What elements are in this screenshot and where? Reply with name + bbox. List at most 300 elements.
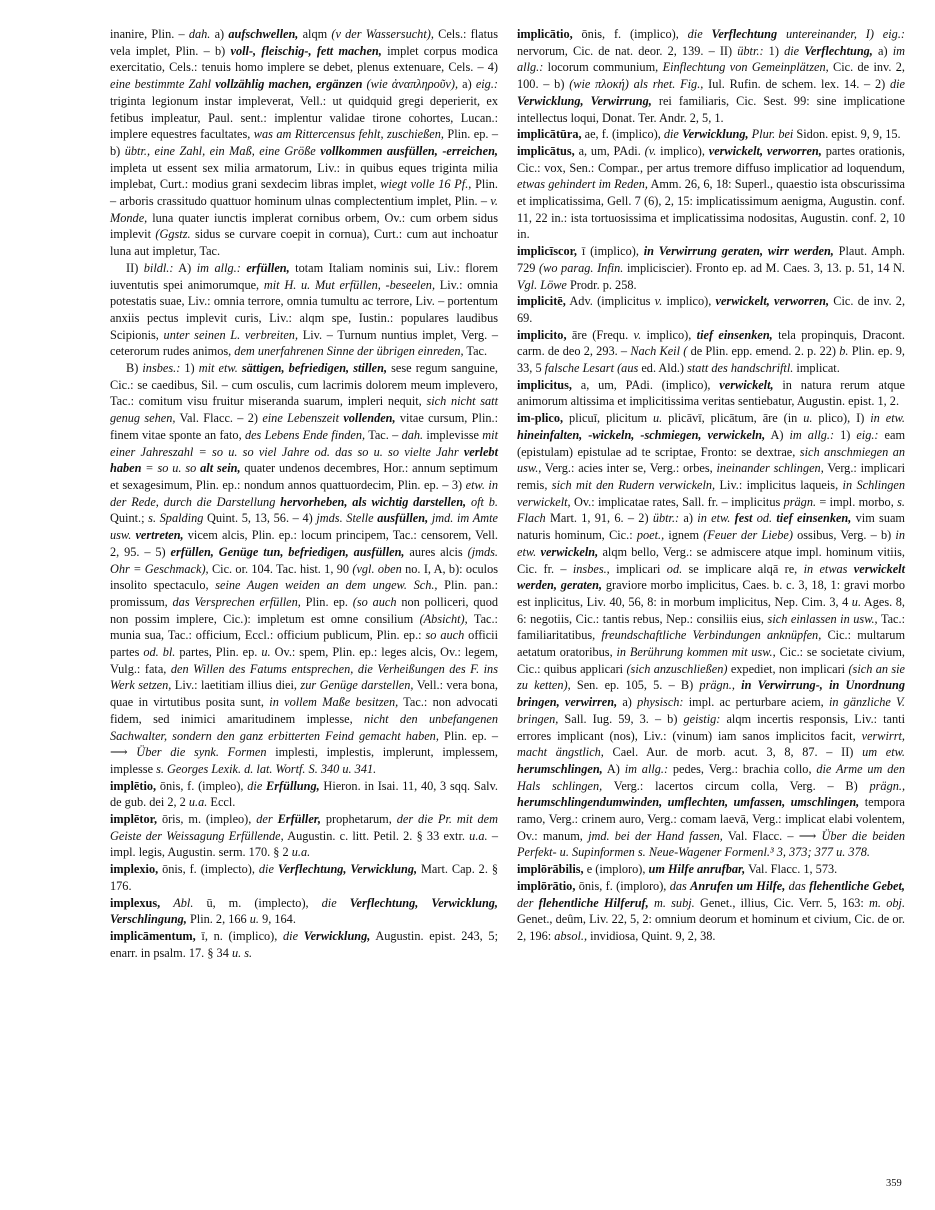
entry-text: Genet., deûm, Liv. 22, 5, 2: omnium deorum et hominum et civium, Cic. de or. 2, 196: (517, 912, 905, 943)
dictionary-entry (517, 327, 905, 377)
dictionary-entry (110, 360, 498, 778)
entry-text: physisch: (637, 695, 684, 710)
entry-text: plico), I) (812, 411, 871, 426)
entry-text: ōris, m. (impleo), (157, 812, 257, 827)
entry-text: so auch (425, 628, 465, 643)
entry-text: – impl. legis, Augustin. serm. 170. § 2 (110, 828, 498, 860)
entry-translation: ausfüllen, (377, 511, 429, 526)
entry-text: (sich anzuschließen) (626, 661, 728, 676)
entry-text: v. Monde, (110, 194, 498, 225)
entry-text: a, um, PAdi. (implico), (572, 377, 720, 392)
entry-text: verwirrt, macht ängstlich, (517, 728, 905, 760)
entry-text: m. obj. (869, 895, 906, 910)
entry-text: implico), (656, 143, 709, 158)
entry-text (703, 27, 712, 41)
entry-text: prophetarum, (321, 812, 397, 827)
entry-headword: implōrābilis, (517, 862, 584, 877)
entry-text: Quint. 5, 13, 56. – 4) (203, 511, 317, 526)
entry-text: insbes.: (142, 361, 181, 376)
dictionary-entry (517, 243, 905, 293)
entry-text: mit einer Jahreszahl = so u. so viel Jahre od. das so u. so vielte Jahr (110, 427, 499, 459)
entry-text: jmds. Stelle (316, 511, 374, 526)
entry-text: (jmds. Ohr = Geschmack), (110, 544, 498, 576)
entry-text: in etw. (870, 411, 905, 426)
entry-text: Tac. (463, 344, 488, 359)
entry-translation: Erfüllung, (266, 778, 320, 793)
entry-text (337, 896, 350, 910)
entry-headword: implicātūra, (517, 127, 582, 142)
entry-text (777, 27, 786, 41)
entry-text: jmd. im Amte usw. (110, 511, 498, 543)
entry-text: e (imploro), (583, 862, 649, 877)
entry-text: übtr., eine Zahl, ein Maß, eine Größe (124, 143, 316, 158)
entry-text: vitae cursum, Plin.: finem vitae sponte an fato, (110, 411, 498, 442)
entry-text: implevisse (423, 427, 483, 442)
entry-text: tela propinquis, Dracont. carm. de deo 2, 293. – (517, 327, 906, 359)
entry-text: Cic. de inv. 2, 69. (517, 294, 906, 325)
entry-text: (Feuer der Liebe) (703, 528, 793, 543)
entry-text: Plin. – arboris crassitudo quattuor hominum ulnas complectentium implet, Plin. – (110, 177, 498, 209)
entry-text: B) (126, 361, 143, 376)
entry-text: od. (756, 511, 773, 526)
entry-translation: erfüllen, Genüge tun, befriedigen, ausfüllen, (170, 544, 405, 559)
entry-text: (wie ἀναπληροῦν), (366, 77, 459, 92)
entry-text: das Versprechen erfüllen, (172, 594, 301, 609)
entry-translation: in Verwirrung-, in Unordnung bringen, verwirren, (517, 678, 905, 710)
entry-text: A) (765, 427, 790, 442)
entry-text: im allg.: (624, 761, 669, 776)
entry-text: u. (249, 912, 259, 927)
entry-text: wiegt volle 16 Pf., (380, 177, 472, 192)
entry-text: Adv. (implicitus (565, 294, 655, 309)
entry-text: s. Flach (517, 494, 905, 526)
entry-translation: Verwicklung, (681, 127, 749, 142)
entry-text: Plin. ep. (300, 594, 353, 609)
entry-text: m. subj. (653, 895, 695, 910)
entry-text: geistig: (683, 711, 721, 726)
entry-text: A) (602, 761, 625, 776)
entry-translation: erfüllen, (246, 260, 290, 275)
entry-text: ōnis, f. (impleo), (156, 778, 248, 793)
entry-text: impliciscier). Fronto ep. ad M. Caes. 3, 13. p. 51, 14 N. (623, 260, 905, 275)
entry-text: Mart. Cap. 2. § 176. (110, 862, 498, 893)
entry-translation: vollkommen ausfüllen, -erreichen, (320, 143, 498, 158)
entry-text: sese regum sanguine, Cic.: se caedibus, Sil. – cum osculis, cum lacrimis dolorem meum implevero, Tac.: comitum visu fruitur miseranda suarum, impleri nequit, (110, 361, 498, 409)
entry-text: v. (654, 294, 663, 309)
entry-text: die (889, 77, 905, 92)
entry-text: āre (Frequ. (566, 327, 634, 342)
entry-headword: implicāmentum, (110, 928, 196, 943)
entry-text: (v der Wassersucht), (331, 27, 434, 41)
entry-text: ae, f. (implico), (581, 127, 664, 142)
entry-text: triginta legionum instar impleverat, Vell.: ut quidquid gregi deperierit, ex fetibus impleatur, Paul. sent.: implentur validae tirone cohortes, Lucan.: implere equestres facultates, (110, 93, 498, 142)
entry-text: dah. (188, 27, 211, 41)
entry-translation: sättigen, befriedigen, stillen, (241, 361, 388, 376)
entry-text: in etw. (517, 528, 905, 559)
entry-text: no. I, A, b): oculos insolito spectaculo, (110, 561, 499, 593)
entry-text: jmd. bei der Hand fassen, (588, 828, 723, 843)
entry-text: um etw. (862, 745, 905, 760)
entry-text: den Willen des Fatums entsprechen, die Verheißungen des F. ins Werk setzen, (110, 661, 498, 693)
entry-text: a, um, PAdi. (574, 143, 645, 158)
entry-text: ed. Ald.) (638, 361, 688, 376)
entry-text: die (258, 862, 274, 877)
entry-text: alqm bello, Verg.: se admiscere atque impl. hominum vitiis, Cic. fr. – (517, 544, 905, 576)
entry-text: expediet, non implicari (727, 661, 849, 676)
entry-text: Quint.; (110, 511, 149, 526)
entry-text: im allg.: (517, 43, 905, 75)
entry-headword: im-plico, (517, 411, 564, 426)
entry-text: inanire, Plin. – (110, 27, 189, 41)
entry-text: Vgl. Löwe (517, 277, 567, 292)
entry-text: (vgl. oben (352, 561, 402, 576)
entry-translation: Erfüller, (277, 812, 321, 827)
entry-text: (v. (644, 143, 657, 158)
entry-text: die (687, 27, 703, 41)
entry-text: od. bl. (143, 645, 176, 660)
entry-text: II) (126, 260, 144, 275)
entry-headword: implexio, (110, 862, 159, 877)
entry-text: ossibus, Verg. – b) (792, 528, 896, 543)
entry-translation: verwickelt, (719, 377, 774, 392)
entry-text: Sen. ep. 105, 5. – B) (570, 678, 700, 693)
entry-text: nervorum, Cic. de nat. deor. 2, 139. – II) (517, 43, 738, 58)
entry-text: tempora ramo, Verg.: crinem auro, Verg.: comam laevā, Verg.: implicat elabi volentem, Ov.: manum, (517, 795, 905, 843)
entry-text: ū, m. (implecto), (193, 895, 322, 910)
entry-text: eam (epistulam) epistulae ad te scriptae, Fronto: se dextrae, (517, 427, 906, 459)
entry-text: eig.: (475, 77, 499, 92)
entry-text: u.a. (469, 828, 488, 843)
entry-text: übtr.: (737, 43, 764, 58)
entry-text: prägn., (699, 678, 735, 693)
entry-text: in Schlingen verwickelt, (517, 477, 905, 509)
entry-text: (wo parag. Infin. (539, 260, 624, 275)
entry-translation: verwickelt, verworren, (715, 294, 830, 309)
entry-text: implesti, implestis, implerunt, implessem, implesse (110, 745, 498, 776)
entry-text: die (784, 43, 800, 58)
entry-text: etwas gehindert im Reden, (517, 177, 648, 192)
entry-translation: Verwicklung, (303, 928, 371, 943)
entry-text: od. (666, 561, 683, 576)
entry-translation: Verwicklung, Verwirrung, (517, 93, 652, 108)
entry-text: Liv.: implicitus laqueis, (715, 477, 843, 492)
entry-text: mit etw. (198, 361, 238, 376)
entry-text: insbes., (572, 561, 610, 576)
entry-text: untereinander, I) eig.: (786, 27, 906, 41)
entry-translation: aufschwellen, (228, 27, 299, 41)
entry-text: Cels.: flatus vela implet, Plin. – b) (110, 27, 498, 58)
entry-translation: verlebt haben (110, 444, 498, 476)
entry-translation: verwickelt werden, geraten, (517, 561, 906, 593)
entry-headword: implicito, (517, 327, 567, 342)
entry-text: Ages. 8, 6: negotiis, Cic.: tantis rebus, Nep.: consiliis eius, (517, 594, 905, 626)
entry-text: Cael. Aur. de morb. acut. 3, 8, 87. – II) (603, 745, 863, 760)
entry-text: Tac.: non advocati fidem, sed inimici amaritudinem implesse, (110, 695, 498, 726)
entry-text: in Berührung kommen mit usw., (616, 645, 776, 660)
entry-text: a) (872, 43, 893, 58)
entry-text: Val. Flacc. 1, 573. (745, 862, 838, 877)
entry-text: se implicare alqā re, (682, 561, 804, 576)
entry-text: eine Lebenszeit (262, 411, 340, 426)
entry-text: vicem alcis, Plin. ep.: locum principem, Tac.: censorem, Vell. 2, 95. – 5) (110, 528, 498, 559)
entry-text: freundschaftliche Verbindungen anknüpfen, (601, 628, 822, 643)
entry-translation: um Hilfe anrufbar, (648, 862, 746, 877)
entry-text: eig.: (856, 427, 879, 442)
entry-headword: implicitē, (517, 294, 566, 309)
entry-headword: implōrātio, (517, 878, 576, 893)
entry-headword: implicīscor, (517, 244, 578, 259)
entry-text: Verg.: implicari remis, (517, 461, 905, 492)
entry-text: Plin. ep. – (438, 728, 499, 743)
dictionary-entry (110, 861, 498, 894)
entry-text: v. (633, 327, 642, 342)
entry-text: (wie πλοκή) als rhet. Fig., (569, 77, 704, 92)
entry-translation: vollenden, (343, 411, 396, 426)
entry-text: Einflechtung von Gemeinplätzen, (662, 60, 829, 75)
dictionary-entry (517, 126, 905, 143)
dictionary-entry (517, 293, 905, 326)
page-number: 359 (886, 1178, 902, 1189)
entry-translation: hineinfalten, -wickeln, -schmiegen, verwickeln, (517, 427, 766, 442)
entry-text: in gänzliche V. bringen, (517, 695, 905, 726)
left-column (110, 26, 498, 961)
entry-text: Plin. ep. 9, 33, 5 (517, 344, 905, 376)
entry-translation: Verflechtung, (804, 43, 873, 58)
entry-text: totam Italiam nominis sui, Liv.: florem iuventutis spei animorumque, (110, 260, 499, 292)
entry-text: absol., (554, 928, 588, 943)
entry-text: Sall. Iug. 59, 3. – b) (558, 711, 684, 726)
entry-headword: implētor, (110, 812, 158, 827)
entry-text: implicari (609, 561, 667, 576)
entry-text: 9, 164. (259, 912, 296, 927)
entry-text: (Absicht), (419, 611, 468, 626)
entry-text: Cic. or. 104. Tac. hist. 1, 90 (208, 561, 353, 576)
entry-text: Vell.: vera bona, quae in virtutibus posita sunt, (110, 678, 498, 710)
entry-translation: herumschlingendumwinden, umflechten, umfassen, umschlingen, (517, 795, 860, 810)
entry-text: übtr.: (652, 511, 680, 526)
entry-text: Cic. de inv. 2, 100. – b) (517, 60, 905, 92)
entry-text: die (663, 127, 679, 142)
entry-text: ignem (664, 528, 704, 543)
entry-text: dah. (401, 427, 424, 442)
entry-text: in etwas (803, 561, 848, 576)
entry-text: im allg.: (789, 427, 835, 442)
entry-text (160, 896, 173, 910)
entry-text: (so auch (352, 594, 397, 609)
entry-text: graviore morbo implicitus, Caes. b. c. 3, 18, 1: gravi morbo est inplicitus, Liv. 40, 56, 8: in morbum implicitus, Nep. Cim. 3, 4 (517, 578, 905, 609)
entry-text: der (517, 895, 534, 910)
entry-text: Verg.: lacertos circum colla, Verg. – B) (602, 778, 870, 793)
entry-text: statt des handschriftl. (687, 361, 794, 376)
entry-text: die (321, 895, 337, 910)
entry-text: u. (803, 411, 813, 426)
entry-text: ōnis, f. (implico), (572, 27, 688, 41)
dictionary-entry (110, 778, 498, 811)
entry-translation: vollzählig machen, ergänzen (215, 77, 363, 92)
entry-translation: Verflechtung (711, 27, 778, 41)
entry-text: Abl. (173, 895, 194, 910)
entry-text: Plin. 2, 166 (186, 912, 250, 927)
dictionary-entry (110, 895, 498, 928)
dictionary-entry (517, 143, 905, 243)
entry-text: dem unerfahrenen Sinne der übrigen einreden, (234, 344, 464, 359)
entry-text: Plur. bei (751, 127, 794, 142)
entry-text: falsche Lesart (aus (544, 361, 639, 376)
entry-text: u.a. (291, 845, 311, 860)
entry-text: quater undenos decembres, Hor.: annum septimum et sexagesimum, Plin. ep.: nondum annos quattuordecim, Plin. ep. – 3) (110, 461, 498, 492)
entry-text: sidus se curvare coepit in cornua), Curt.: cum aut inchoatur luna aut impletur, Tac. (110, 227, 498, 259)
dictionary-entry (110, 260, 498, 360)
entry-text: u.a. (188, 795, 208, 810)
entry-text: a) (679, 511, 698, 526)
entry-text: Eccl. (207, 795, 236, 810)
entry-text: das (669, 878, 687, 893)
entry-text: u. s. (231, 945, 253, 960)
entry-text: Liv.: laetitiam illius diei, (171, 678, 301, 693)
entry-text: locorum communium, (543, 60, 663, 75)
entry-text: 1) (834, 427, 857, 442)
entry-text: Augustin. epist. 243, 5; enarr. in psalm. 17. § 34 (110, 928, 498, 960)
entry-text: Sidon. epist. 9, 9, 15. (793, 127, 901, 142)
entry-text: sich einlassen in usw., (767, 611, 878, 626)
entry-text: s. Georges Lexik. d. lat. Wortf. S. 340 u. 341. (156, 761, 377, 776)
entry-text: Augustin. c. litt. Petil. 2. § 33 extr. (283, 828, 470, 843)
entry-text: luna quater iunctis implerat cornibus orbem, Ov.: cum orbem sidus implevit (110, 210, 498, 242)
entry-text: Tac. – (365, 427, 402, 442)
entry-text: impl. ac perturbare aciem, (683, 695, 829, 710)
entry-text: A) (173, 260, 197, 275)
entry-text: der (256, 812, 273, 827)
entry-text: Hieron. in Isai. 11, 40, 3 sqq. Salv. de gub. dei 2, 2 (110, 778, 498, 810)
entry-translation: verwickeln, (540, 544, 599, 559)
dictionary-entry (110, 26, 498, 260)
entry-text: nicht den unbefangenen Sachwalter, sondern den ganz erbitterten Feind gemacht haben, (110, 711, 498, 743)
entry-translation: Verflechtung, Verwicklung, Verschlingung, (110, 895, 499, 927)
entry-text: = so u. so (145, 461, 197, 476)
entry-text: pedes, Verg.: brachia collo, (668, 761, 817, 776)
entry-text: Prodr. p. 258. (566, 277, 637, 292)
entry-text: Amm. 26, 6, 18: Superl., quaestio ista obscurissima et implicatissima, Gell. 7 (6), 2, 15: implicatissimum aenigma, Augustin. conf. 11, 22 in.: ista tortuosissima et implicatissima nodositas, Augustin. conf. 2, 10 in. (517, 177, 905, 242)
entry-text: ineinander schlingen, (716, 461, 824, 476)
entry-text: (Ggstz. (155, 227, 191, 242)
entry-text: aures alcis (404, 544, 468, 559)
entry-text: non polliceri, quod non possim implere, Cic.): impletum est omne consilium (110, 594, 498, 626)
entry-text: sich anschmiegen an usw., (517, 444, 905, 476)
entry-text: in natura rerum atque animorum altissima et implicitissima veritas sentiebatur, Augustin. epist. 1, 2. (517, 377, 905, 409)
entry-text: impleta ut essent sex milia armatorum, Liv.: in quibus eques triginta milia implebat, Curt.: modius grani sexdecim libras implet, (110, 160, 498, 192)
entry-text: Cic.: multarum aetatum oratoribus, (517, 628, 906, 660)
entry-text: eine bestimmte Zahl (110, 77, 212, 92)
entry-text: Mart. 1, 91, 6. – 2) (545, 511, 653, 526)
entry-text: Cic.: se societate civium, Cic.: quibus applicari (517, 645, 905, 676)
entry-text: invidiosa, Quint. 9, 2, 38. (587, 928, 716, 943)
entry-text: officii partes (110, 628, 498, 660)
entry-text: Plin. ep. – b) (110, 127, 498, 158)
entry-text: alqm (298, 27, 332, 41)
entry-text: 1) (180, 361, 199, 376)
entry-text: prägn., (869, 778, 906, 793)
entry-text: im allg.: (196, 260, 241, 275)
entry-text: poet., (636, 528, 665, 543)
entry-text: s. Spalding (148, 511, 204, 526)
entry-text: mit H. u. Mut erfüllen, -beseelen, (263, 277, 436, 292)
entry-text: Verg.: acies inter se, Verg.: orbes, (541, 461, 717, 476)
entry-text: was am Rittercensus fehlt, zuschießen, (253, 127, 444, 142)
entry-translation: verwickelt, verworren, (708, 143, 822, 158)
entry-text: in etw. (697, 511, 731, 526)
entry-headword: implicātio, (517, 27, 573, 41)
entry-text: das (788, 878, 806, 893)
entry-headword: implicātus, (517, 143, 575, 158)
entry-text: oft b. (470, 494, 498, 509)
entry-text: Val. Flacc. – (722, 828, 799, 843)
entry-translation: vertreten, (135, 528, 184, 543)
entry-translation: Verflechtung, Verwicklung, (277, 862, 418, 877)
entry-text: a) (458, 77, 476, 92)
entry-text: u. (851, 594, 862, 609)
dictionary-entry (110, 811, 498, 861)
entry-text: u. (653, 411, 663, 426)
entry-translation: tief einsenken, (696, 327, 773, 342)
entry-text: a) (210, 27, 229, 41)
dictionary-entry (517, 861, 905, 878)
entry-text: vim suam naturis hominum, Cic.: (517, 511, 905, 543)
entry-text: sich nicht satt genug sehen, (110, 394, 499, 426)
entry-text: in vollem Maße besitzen, (269, 695, 399, 710)
entry-text: die Arme um den Hals schlingen, (517, 761, 905, 793)
entry-translation: tief einsenken, (776, 511, 852, 526)
entry-text: ī, n. (implico), (195, 928, 284, 943)
entry-text: plicāvī, plicātum, āre (in (662, 411, 804, 426)
entry-text: b. (839, 344, 849, 359)
entry-text: seine Augen weiden an dem ungew. Sch., (215, 578, 438, 593)
dictionary-entry (517, 377, 905, 410)
entry-text: rei familiaris, Cic. Sest. 99: sine implicatione intellectus loqui, Donat. Ter. Andr. 2, 5, 1. (517, 93, 905, 125)
entry-text: des Lebens Ende finden, (244, 427, 366, 442)
entry-text: u. (261, 645, 271, 660)
entry-text: Nach Keil ( (630, 344, 688, 359)
entry-translation: hervorheben, als wichtig darstellen, (280, 494, 467, 509)
entry-text: prägn. (783, 494, 817, 509)
entry-text: (sich an sie zu ketten), (517, 661, 905, 693)
right-column (517, 26, 905, 945)
entry-text: sich mit den Rudern verwickeln, (551, 477, 716, 492)
entry-text: zur Genüge darstellen, (300, 678, 414, 693)
entry-text: Ov.: spem, Plin. ep.: leges alcis, Ov.: legem, Vulg.: fata, (110, 645, 498, 676)
entry-text: 1) (763, 43, 785, 58)
entry-text: de Plin. epp. emend. 2. p. 22) (687, 344, 840, 359)
entry-text: implico), (641, 327, 697, 342)
entry-text: ōnis, f. (imploro), (575, 878, 670, 893)
entry-translation: in Verwirrung geraten, wirr werden, (643, 244, 834, 259)
entry-text: Tac.: familiaritatibus, (517, 611, 906, 643)
entry-text: Plaut. Amph. 729 (517, 244, 905, 275)
entry-text: Ov.: implicatae rates, Sall. fr. – implicitus (570, 494, 784, 509)
dictionary-entry (517, 878, 905, 945)
entry-text: partes, Plin. ep. (175, 645, 262, 660)
entry-text: ōnis, f. (implecto), (158, 862, 259, 877)
dictionary-entry (110, 928, 498, 961)
entry-text: etw. in der Rede, durch die Darstellung (110, 477, 498, 509)
entry-translation: herumschlingen, (517, 761, 603, 776)
entry-translation: flehentliche Hilferuf, (538, 895, 649, 910)
entry-text: Plin. pan.: promissum, (110, 578, 498, 609)
entry-translation: alt sein, (200, 461, 241, 476)
dictionary-entry (517, 26, 905, 126)
entry-translation: Anrufen um Hilfe, (690, 878, 786, 893)
entry-text: die (283, 928, 299, 943)
entry-translation: flehentliche Gebet, (809, 878, 905, 893)
